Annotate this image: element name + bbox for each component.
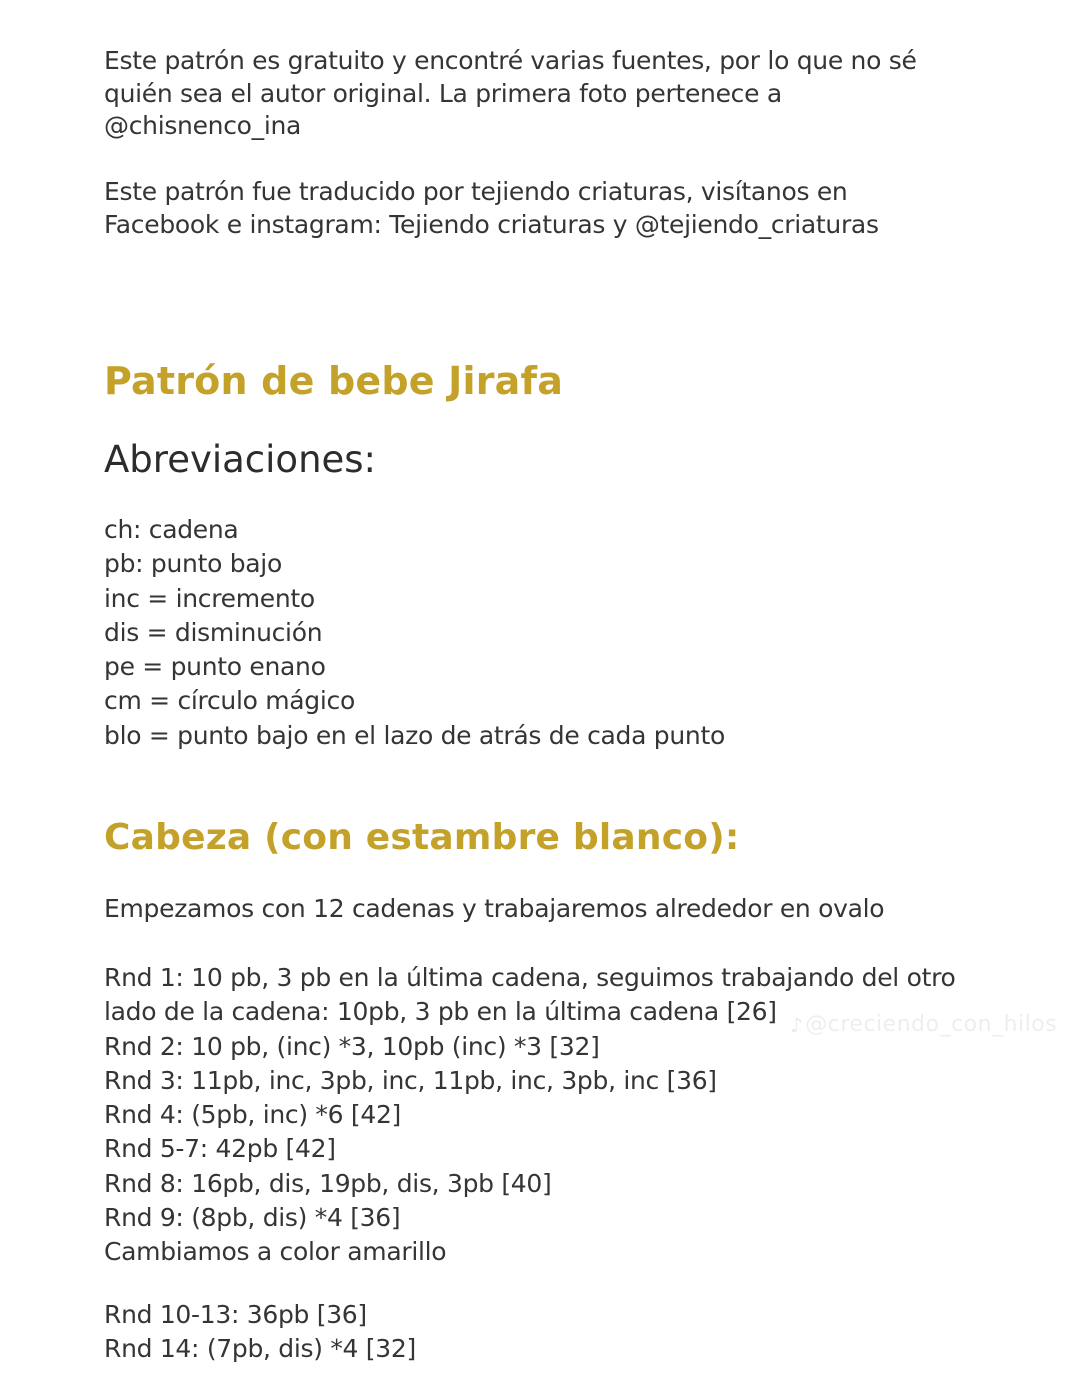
- abbreviations-heading: Abreviaciones:: [104, 438, 377, 481]
- round-line: Rnd 9: (8pb, dis) *4 [36]: [104, 1203, 401, 1233]
- abbreviation-item: ch: cadena: [104, 515, 239, 544]
- intro-paragraph-translation: [104, 176, 879, 241]
- color-change-note: Cambiamos a color amarillo: [104, 1237, 447, 1267]
- round-line: Rnd 14: (7pb, dis) *4 [32]: [104, 1334, 416, 1364]
- head-rounds-list-continued: [104, 1298, 416, 1367]
- abbreviation-item: dis = disminución: [104, 617, 323, 647]
- tiktok-note-icon: ♪: [790, 1012, 804, 1037]
- abbreviation-item: pe = punto enano: [104, 652, 326, 682]
- head-section-heading: Cabeza (con estambre blanco):: [104, 817, 740, 858]
- round-line: Rnd 10-13: 36pb [36]: [104, 1300, 367, 1329]
- intro-paragraph-credits: [104, 45, 917, 143]
- text-line: Este patrón es gratuito y encontré varias fuentes, por lo que no sé: [104, 46, 917, 75]
- round-line: lado de la cadena: 10pb, 3 pb en la última cadena [26]: [104, 997, 777, 1027]
- text-line: Este patrón fue traducido por tejiendo criaturas, visítanos en: [104, 177, 848, 206]
- head-rounds-list: [104, 961, 956, 1270]
- pattern-title: Patrón de bebe Jirafa: [104, 359, 564, 403]
- head-section-intro: Empezamos con 12 cadenas y trabajaremos alrededor en ovalo: [104, 894, 885, 923]
- text-line: quién sea el autor original. La primera foto pertenece a: [104, 78, 782, 108]
- abbreviation-item: inc = incremento: [104, 583, 315, 613]
- abbreviation-item: cm = círculo mágico: [104, 686, 355, 716]
- abbreviation-item: blo = punto bajo en el lazo de atrás de cada punto: [104, 720, 725, 750]
- abbreviations-list: [104, 513, 725, 753]
- abbreviation-item: pb: punto bajo: [104, 549, 282, 579]
- text-line: Facebook e instagram: Tejiendo criaturas y @tejiendo_criaturas: [104, 209, 879, 239]
- round-line: Rnd 4: (5pb, inc) *6 [42]: [104, 1100, 402, 1130]
- text-line: @chisnenco_ina: [104, 111, 302, 140]
- watermark-handle: @creciendo_con_hilos: [805, 1012, 1058, 1037]
- round-line: Rnd 1: 10 pb, 3 pb en la última cadena, seguimos trabajando del otro: [104, 963, 956, 992]
- watermark: [790, 1012, 1057, 1037]
- round-line: Rnd 3: 11pb, inc, 3pb, inc, 11pb, inc, 3pb, inc [36]: [104, 1065, 717, 1095]
- round-line: Rnd 8: 16pb, dis, 19pb, dis, 3pb [40]: [104, 1168, 552, 1198]
- round-line: Rnd 2: 10 pb, (inc) *3, 10pb (inc) *3 [32]: [104, 1031, 600, 1061]
- round-line: Rnd 5-7: 42pb [42]: [104, 1134, 336, 1164]
